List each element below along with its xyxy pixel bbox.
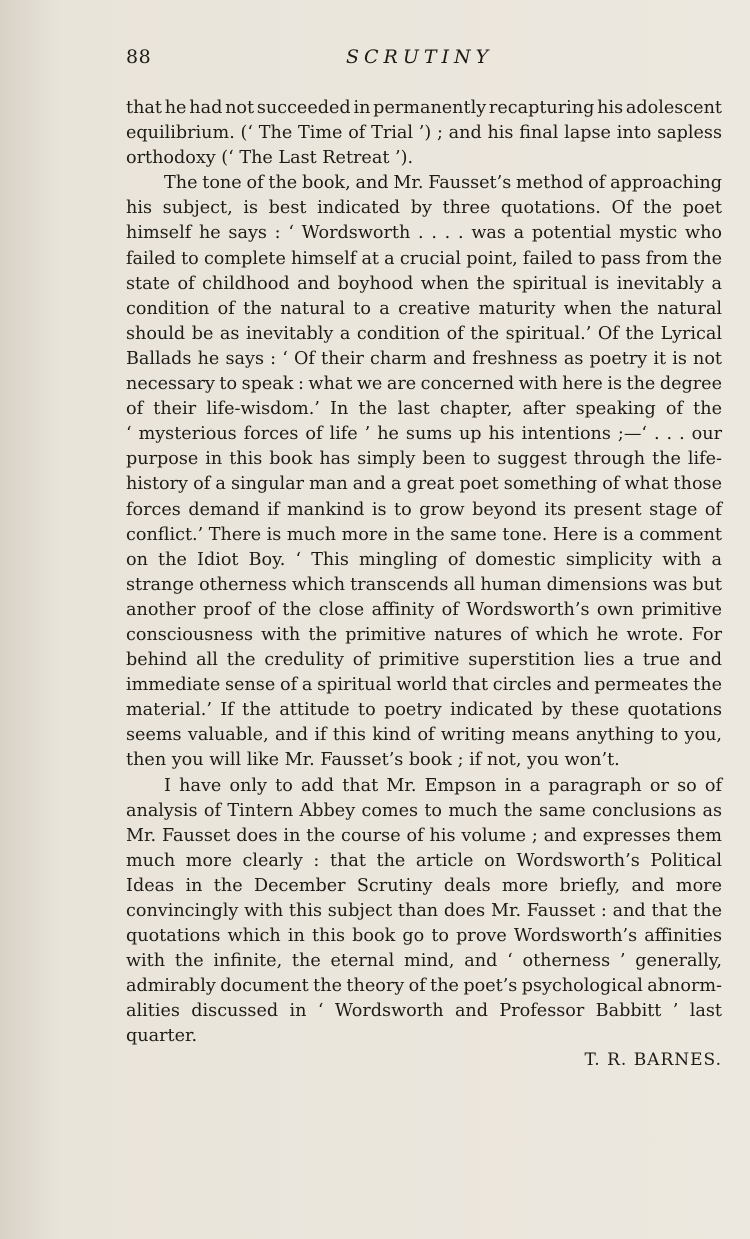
text-line: consciousness with the primitive natures of which he wrote. For: [126, 624, 722, 645]
text-line: another proof of the close affinity of Wordsworth’s own primitive: [126, 599, 722, 620]
text-line: orthodoxy (‘ The Last Retreat ’).: [126, 148, 414, 169]
text-line: seems valuable, and if this kind of writing means anything to you,: [126, 725, 722, 746]
text-line: alities discussed in ‘ Wordsworth and Professor Babbitt ’ last: [126, 1001, 722, 1022]
text-line: much more clearly : that the article on Wordsworth’s Political: [126, 850, 722, 871]
text-line: conflict.’ There is much more in the same tone. Here is a comment: [126, 524, 722, 545]
text-line: should be as inevitably a condition of the spiritual.’ Of the Lyrical: [126, 323, 722, 344]
text-line: analysis of Tintern Abbey comes to much the same conclusions as: [126, 800, 722, 821]
text-line: strange otherness which transcends all human dimensions was but: [126, 574, 722, 595]
page-header: [126, 46, 722, 74]
text-line: equilibrium. (‘ The Time of Trial ’) ; and his final lapse into sapless: [126, 123, 722, 144]
text-line: his subject, is best indicated by three quotations. Of the poet: [126, 198, 722, 219]
text-line: history of a singular man and a great poet something of what those: [126, 474, 722, 495]
author-signature: T. R. BARNES.: [584, 1050, 722, 1070]
text-line: The tone of the book, and Mr. Fausset’s method of approaching: [164, 173, 722, 194]
text-line: that he had not succeeded in permanently recapturing his adolescent: [126, 98, 722, 118]
text-line: immediate sense of a spiritual world that circles and permeates the: [126, 675, 722, 696]
text-line: state of childhood and boyhood when the spiritual is inevitably a: [126, 273, 722, 294]
running-title: SCRUTINY: [346, 46, 494, 68]
text-line: failed to complete himself at a crucial point, failed to pass from the: [126, 248, 722, 269]
text-line: quarter.: [126, 1026, 198, 1047]
page-number: 88: [126, 46, 152, 68]
text-line: on the Idiot Boy. ‘ This mingling of domestic simplicity with a: [126, 549, 722, 570]
text-line: Ballads he says : ‘ Of their charm and freshness as poetry it is not: [126, 348, 722, 369]
text-line: quotations which in this book go to prove Wordsworth’s affinities: [126, 926, 722, 947]
text-line: purpose in this book has simply been to suggest through the life-: [126, 449, 722, 470]
text-line: himself he says : ‘ Wordsworth . . . . was a potential mystic who: [126, 223, 722, 244]
text-line: with the infinite, the eternal mind, and ‘ otherness ’ generally,: [126, 951, 722, 972]
text-line: forces demand if mankind is to grow beyond its present stage of: [126, 499, 722, 520]
text-line: admirably document the theory of the poet’s psychological abnorm-: [126, 976, 722, 997]
text-line: Mr. Fausset does in the course of his volume ; and expresses them: [126, 825, 722, 846]
text-line: condition of the natural to a creative maturity when the natural: [126, 298, 722, 319]
text-line: necessary to speak : what we are concerned with here is the degree: [126, 374, 722, 395]
text-line: I have only to add that Mr. Empson in a paragraph or so of: [164, 775, 722, 796]
text-line: Ideas in the December Scrutiny deals more briefly, and more: [126, 875, 722, 896]
text-line: ‘ mysterious forces of life ’ he sums up his intentions ;—‘ . . . our: [126, 424, 722, 445]
text-line: behind all the credulity of primitive superstition lies a true and: [126, 650, 722, 671]
text-line: of their life-wisdom.’ In the last chapter, after speaking of the: [126, 399, 722, 420]
text-line: convincingly with this subject than does Mr. Fausset : and that the: [126, 901, 722, 921]
text-line: material.’ If the attitude to poetry indicated by these quotations: [126, 700, 722, 721]
text-line: then you will like Mr. Fausset’s book ; if not, you won’t.: [126, 750, 620, 771]
body-text: [126, 96, 722, 1050]
